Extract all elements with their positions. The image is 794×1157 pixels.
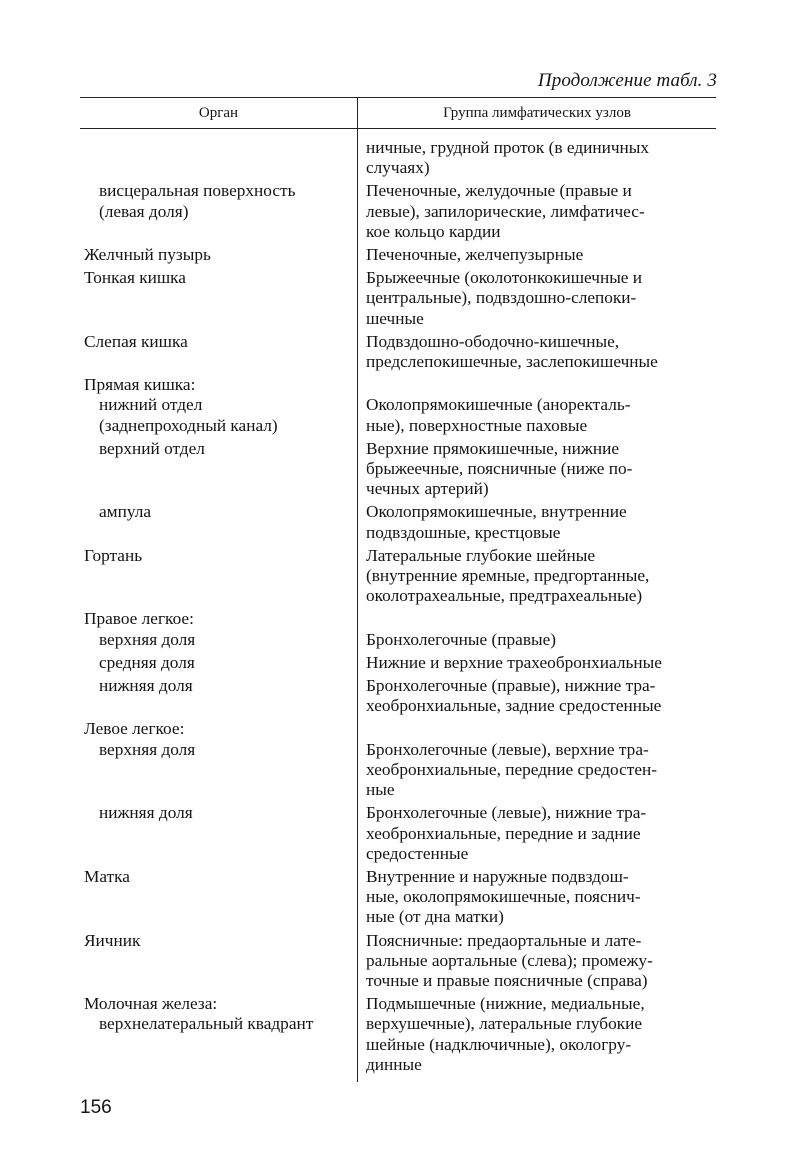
table-header [80, 97, 716, 129]
table-body [80, 129, 716, 1075]
nodes-cell: Околопрямокишечные (аноректаль- ные), поверхностные паховые [366, 395, 631, 435]
nodes-cell: Брыжеечные (околотонкокишечные и центральные), подвздошно-слепоки- шечные [366, 268, 643, 328]
nodes-cell: Бронхолегочные (правые) [366, 629, 557, 649]
organ-cell: Правое легкое: [84, 609, 194, 629]
organ-cell: средняя доля [99, 652, 195, 672]
organ-cell: нижний отдел (заднепроходный канал) [99, 395, 278, 435]
table-row [80, 630, 716, 650]
organ-cell: Молочная железа: [84, 994, 218, 1014]
table-row [80, 719, 716, 739]
nodes-cell: Подвздошно-ободочно-кишечные, предслепокишечные, заслепокишечные [366, 331, 658, 372]
table-row [80, 653, 716, 673]
nodes-cell: Печеночные, желчепузырные [366, 245, 584, 265]
nodes-cell: Бронхолегочные (левые), верхние тра- хеобронхиальные, передние средостен- ные [366, 739, 658, 800]
organ-cell: верхнелатеральный квадрант [99, 1014, 314, 1034]
nodes-cell: Бронхолегочные (правые), нижние тра- хеобронхиальные, задние средостенные [366, 676, 662, 716]
organ-cell: Яичник [84, 930, 141, 950]
lymph-node-table [80, 97, 716, 1075]
table-row [80, 332, 716, 372]
table-row [80, 502, 716, 542]
organ-cell: Прямая кишка: [84, 375, 196, 395]
nodes-cell: Верхние прямокишечные, нижние брыжеечные, поясничные (ниже по- чечных артерий) [366, 438, 633, 499]
nodes-cell: Печеночные, желудочные (правые и левые), запилорические, лимфатичес- кое кольцо кардии [366, 181, 645, 241]
table-row [80, 740, 716, 801]
organ-cell: Матка [84, 866, 130, 886]
nodes-cell: Внутренние и наружные подвздош- ные, околопрямокишечные, пояснич- ные (от дна матки) [366, 866, 641, 927]
organ-cell: Желчный пузырь [84, 245, 211, 265]
header-organ: Орган [80, 98, 358, 128]
organ-cell: висцеральная поверхность (левая доля) [99, 181, 296, 221]
organ-cell: нижняя доля [99, 803, 193, 823]
organ-cell: ампула [99, 502, 152, 522]
table-row [80, 245, 716, 265]
organ-cell: верхняя доля [99, 629, 196, 649]
nodes-cell [357, 719, 716, 739]
organ-cell: нижняя доля [99, 676, 193, 696]
table-row [80, 138, 716, 178]
nodes-cell: Поясничные: предаортальные и лате- ральные аортальные (слева); промежу- точные и правые поясничные (справа) [366, 930, 653, 990]
table-row [80, 994, 716, 1075]
table-row [80, 676, 716, 716]
nodes-cell: ничные, грудной проток (в единичных случаях) [366, 138, 650, 178]
organ-cell [80, 138, 357, 178]
table-row [80, 546, 716, 607]
nodes-cell: Нижние и верхние трахеобронхиальные [366, 652, 662, 672]
table-row [80, 803, 716, 864]
table-row [80, 931, 716, 992]
organ-cell: Тонкая кишка [84, 268, 186, 288]
nodes-cell: Околопрямокишечные, внутренние подвздошные, крестцовые [366, 502, 627, 542]
nodes-cell [357, 375, 716, 395]
table-row [80, 439, 716, 500]
organ-cell: Левое легкое: [84, 719, 185, 739]
nodes-cell [357, 609, 716, 629]
organ-cell: Гортань [84, 545, 143, 565]
table-row [80, 375, 716, 395]
nodes-cell: Подмышечные (нижние, медиальные, верхушечные), латеральные глубокие шейные (надключичные), окологру- динные [366, 994, 645, 1074]
header-nodes: Группа лимфатических узлов [443, 105, 631, 121]
table-row [80, 395, 716, 435]
table-row [80, 609, 716, 629]
organ-cell: верхний отдел [99, 438, 205, 458]
nodes-cell: Бронхолегочные (левые), нижние тра- хеобронхиальные, передние и задние средостенные [366, 803, 647, 863]
organ-cell: верхняя доля [99, 739, 196, 759]
table-row [80, 268, 716, 329]
page-number: 156 [80, 1097, 112, 1118]
table-caption: Продолжение табл. 3 [537, 70, 717, 91]
organ-cell: Слепая кишка [84, 331, 188, 351]
nodes-cell: Латеральные глубокие шейные (внутренние яремные, предгортанные, околотрахеальные, предтрахеальные) [366, 545, 650, 606]
table-row [80, 867, 716, 928]
table-row [80, 181, 716, 242]
